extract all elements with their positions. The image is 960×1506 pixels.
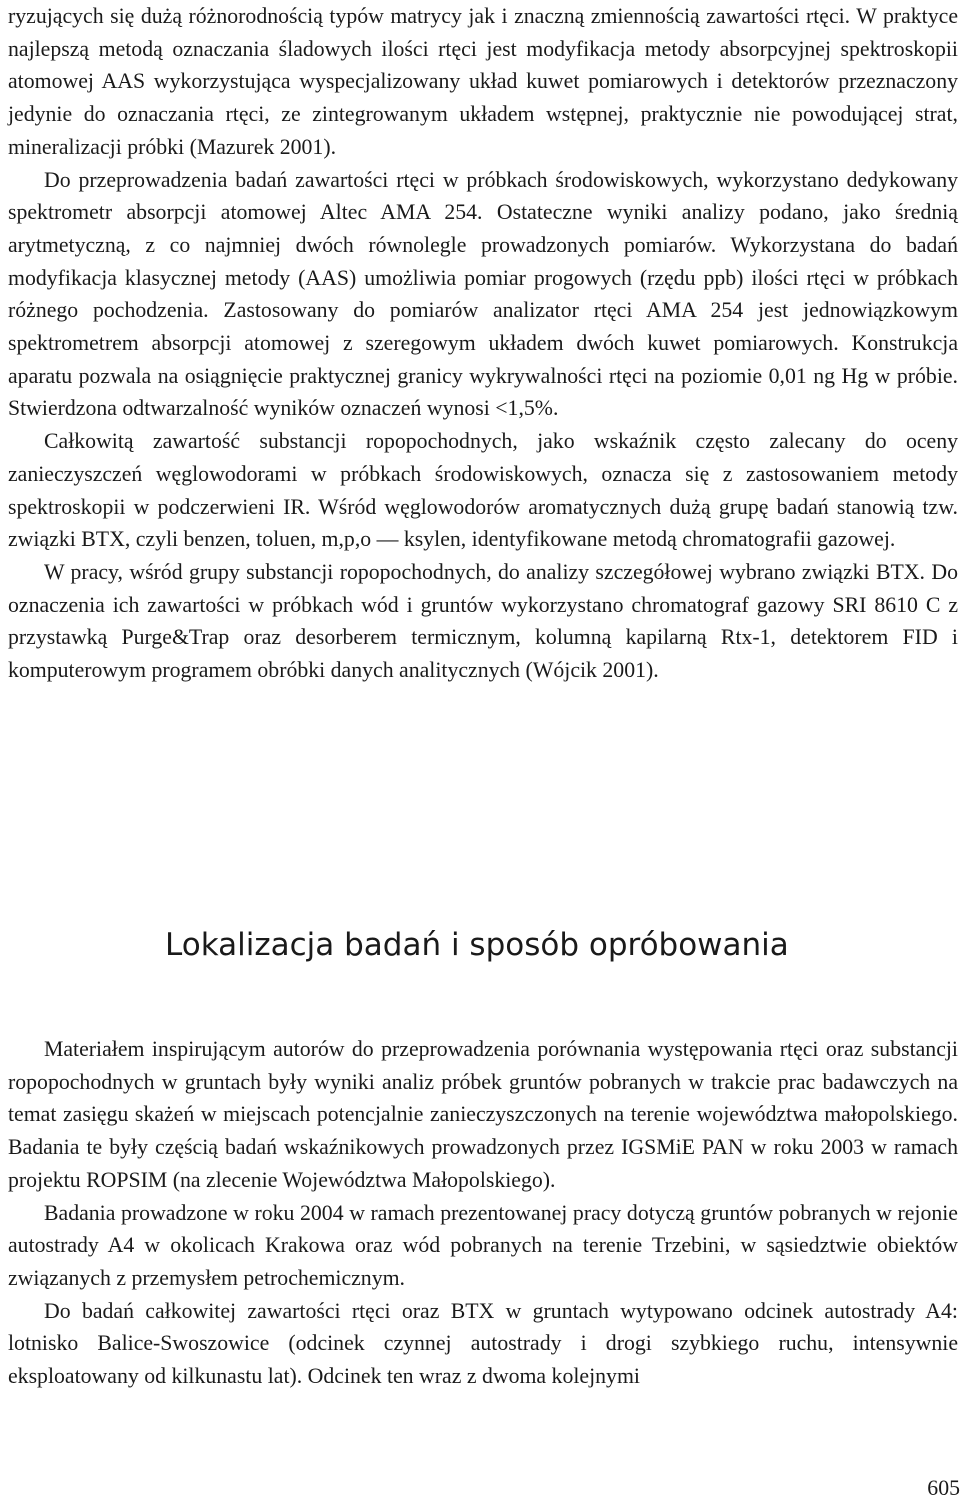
paragraph-a4-section: Do badań całkowitej zawartości rtęci oraz BTX w gruntach wytypowano odcinek autostrady A4: lotnisko Balice-Swoszowice (odcinek czynnej autostrady i drogi szybkiego ruchu, intensywnie eksploatowany od kilkunastu lat). Odcinek ten wraz z dwoma kolejnymi (8, 1298, 958, 1389)
paragraph-btx-analysis: W pracy, wśród grupy substancji ropopochodnych, do analizy szczegółowej wybrano związki BTX. Do oznaczenia ich zawartości w próbkach wód i gruntów wykorzystano chromatograf gazowy SRI 8610 C z przystawką Purge&Trap oraz desorberem termicznym, kolumną kapilarną Rtx-1, detektorem FID i komputerowym programem obróbki danych analitycznych (Wójcik 2001). (8, 559, 958, 683)
paragraph-ama254-analyzer: Do przeprowadzenia badań zawartości rtęci w próbkach środowiskowych, wykorzystano dedykowany spektrometr absorpcji atomowej Altec AMA 254. Ostateczne wyniki analizy podano, jako średnią arytmetyczną, z co najmniej dwóch równolegle prowadzonych pomiarów. Wykorzystana do badań modyfikacja klasycznej metody (AAS) umożliwia pomiar progowych (rzędu ppb) ilości rtęci w próbkach różnego pochodzenia. Zastosowany do pomiarów analizator rtęci AMA 254 jest jednowiązkowym spektrometrem absorpcji atomowej z szeregowym układem dwóch kuwet pomiarowych. Konstrukcja aparatu pozwala na osiągnięcie praktycznej granicy wykrywalności rtęci na poziomie 0,01 ng Hg w próbie. Stwierdzona odtwarzalność wyników oznaczeń wynosi <1,5%. (8, 167, 958, 421)
section-text-block (8, 1033, 958, 1393)
paragraph-study-motivation: Materiałem inspirującym autorów do przeprowadzenia porównania występowania rtęci oraz substancji ropopochodnych w gruntach były wyniki analiz próbek gruntów pobranych w trakcie prac badawczych na temat zasięgu skażeń w miejscach potencjalnie zanieczyszczonych na terenie województwa małopolskiego. Badania te były częścią badań wskaźnikowych prowadzonych przez IGSMiE PAN w roku 2003 w ramach projektu ROPSIM (na zlecenie Województwa Małopolskiego). (8, 1037, 958, 1192)
top-text-block (8, 0, 958, 687)
paragraph-2004-research: Badania prowadzone w roku 2004 w ramach prezentowanej pracy dotyczą gruntów pobranych w rejonie autostrady A4 w okolicach Krakowa oraz wód pobranych na terenie Trzebini, w sąsiedztwie obiektów związanych z przemysłem petrochemicznym. (8, 1200, 958, 1290)
paragraph-mercury-methods: ryzujących się dużą różnorodnością typów matrycy jak i znaczną zmiennością zawartości rtęci. W praktyce najlepszą metodą oznaczania śladowych ilości rtęci jest modyfikacja metody absorpcyjnej spektroskopii atomowej AAS wykorzystująca wyspecjalizowany układ kuwet pomiarowych i detektorów przeznaczony jedynie do oznaczania rtęci, ze zintegrowanym układem wstępnej, praktycznie nie powodującej strat, mineralizacji próbki (Mazurek 2001). (8, 4, 958, 159)
page-number: 605 (927, 1476, 960, 1500)
paragraph-petroleum-substances: Całkowitą zawartość substancji ropopochodnych, jako wskaźnik często zalecany do oceny zanieczyszczeń węglowodorami w próbkach środowiskowych, oznacza się z zastosowaniem metody spektroskopii w podczerwieni IR. Wśród węglowodorów aromatycznych dużą grupę badań stanowią tzw. związki BTX, czyli benzen, toluen, m,p,o — ksylen, identyfikowane metodą chromatografii gazowej. (8, 429, 958, 552)
section-heading: Lokalizacja badań i sposób opróbowania (165, 927, 789, 963)
